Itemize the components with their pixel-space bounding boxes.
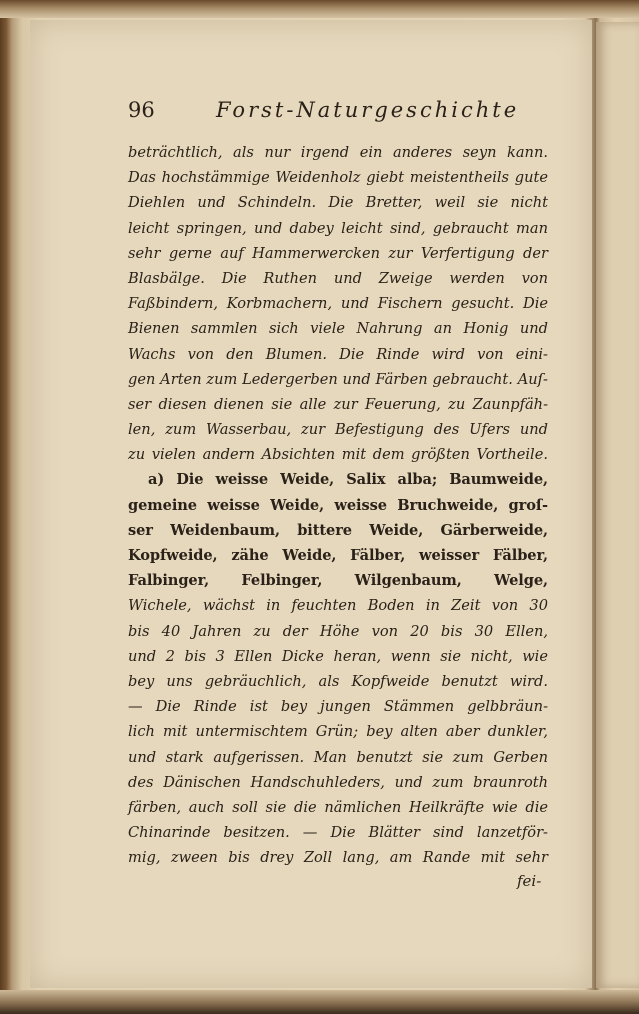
text-line: beträchtlich, als nur irgend ein anderes seyn kann. bbox=[128, 144, 548, 161]
running-title: Forst-Naturgeschichte bbox=[216, 98, 520, 122]
right-page-edge bbox=[596, 22, 639, 988]
text-line: bey uns gebräuchlich, als Kopfweide benutzt wird. bbox=[128, 672, 548, 690]
text-line: des Dänischen Handschuhleders, und zum braunroth bbox=[128, 773, 548, 791]
text-line: Faßbindern, Korbmachern, und Fischern gesucht. Die bbox=[128, 295, 548, 313]
book-bottom-edge bbox=[0, 990, 639, 1014]
text-line: färben, auch soll sie die nämlichen Heilkräfte wie die bbox=[128, 798, 548, 816]
entry-line: ser Weidenbaum, bittere Weide, Gärberweide, bbox=[128, 521, 548, 539]
entry-heading-line: a) Die weisse Weide, Salix alba; Baumweide, bbox=[148, 471, 548, 489]
text-line: gen Arten zum Ledergerben und Färben gebraucht. Auſ- bbox=[128, 370, 548, 388]
text-line: lich mit untermischtem Grün; bey alten aber dunkler, bbox=[128, 723, 548, 741]
page-number: 96 bbox=[128, 98, 155, 122]
text-line: Wachs von den Blumen. Die Rinde wird von eini- bbox=[128, 345, 548, 363]
text-line: — Die Rinde ist bey jungen Stämmen gelbbräun- bbox=[128, 698, 548, 716]
text-line: und stark aufgerissen. Man benutzt sie zum Gerben bbox=[128, 748, 548, 766]
text-line: leicht springen, und dabey leicht sind, gebraucht man bbox=[128, 219, 548, 237]
catchword: fei- bbox=[517, 872, 542, 890]
text-line: sehr gerne auf Hammerwercken zur Verfertigung der bbox=[128, 244, 548, 262]
page-header bbox=[96, 98, 556, 138]
text-line: Bienen sammlen sich viele Nahrung an Honig und bbox=[128, 320, 548, 338]
text-line: mig, zween bis drey Zoll lang, am Rande mit sehr bbox=[128, 849, 548, 867]
text-line: len, zum Wasserbau, zur Befestigung des Ufers und bbox=[128, 421, 548, 439]
text-line: Diehlen und Schindeln. Die Bretter, weil sie nicht bbox=[128, 194, 548, 212]
text-line: ser diesen dienen sie alle zur Feuerung, zu Zaunpfäh- bbox=[128, 395, 548, 413]
text-line: Blasbälge. Die Ruthen und Zweige werden von bbox=[128, 269, 548, 287]
text-line: zu vielen andern Absichten mit dem größten Vortheile. bbox=[128, 446, 548, 464]
text-line: Chinarinde besitzen. — Die Blätter sind lanzetför- bbox=[128, 824, 548, 842]
text-line: und 2 bis 3 Ellen Dicke heran, wenn sie nicht, wie bbox=[128, 647, 548, 665]
entry-line: gemeine weisse Weide, weisse Bruchweide, groſ- bbox=[128, 496, 548, 514]
text-line: Das hochstämmige Weidenholz giebt meistentheils gute bbox=[128, 169, 548, 187]
book-top-edge bbox=[0, 0, 639, 18]
entry-line: Kopfweide, zähe Weide, Fälber, weisser Fälber, bbox=[128, 547, 548, 564]
text-line: bis 40 Jahren zu der Höhe von 20 bis 30 Ellen, bbox=[128, 622, 548, 640]
text-line: Wichele, wächst in feuchten Boden in Zeit von 30 bbox=[128, 597, 548, 615]
entry-line: Falbinger, Felbinger, Wilgenbaum, Welge, bbox=[128, 572, 548, 590]
page-body bbox=[128, 140, 548, 870]
